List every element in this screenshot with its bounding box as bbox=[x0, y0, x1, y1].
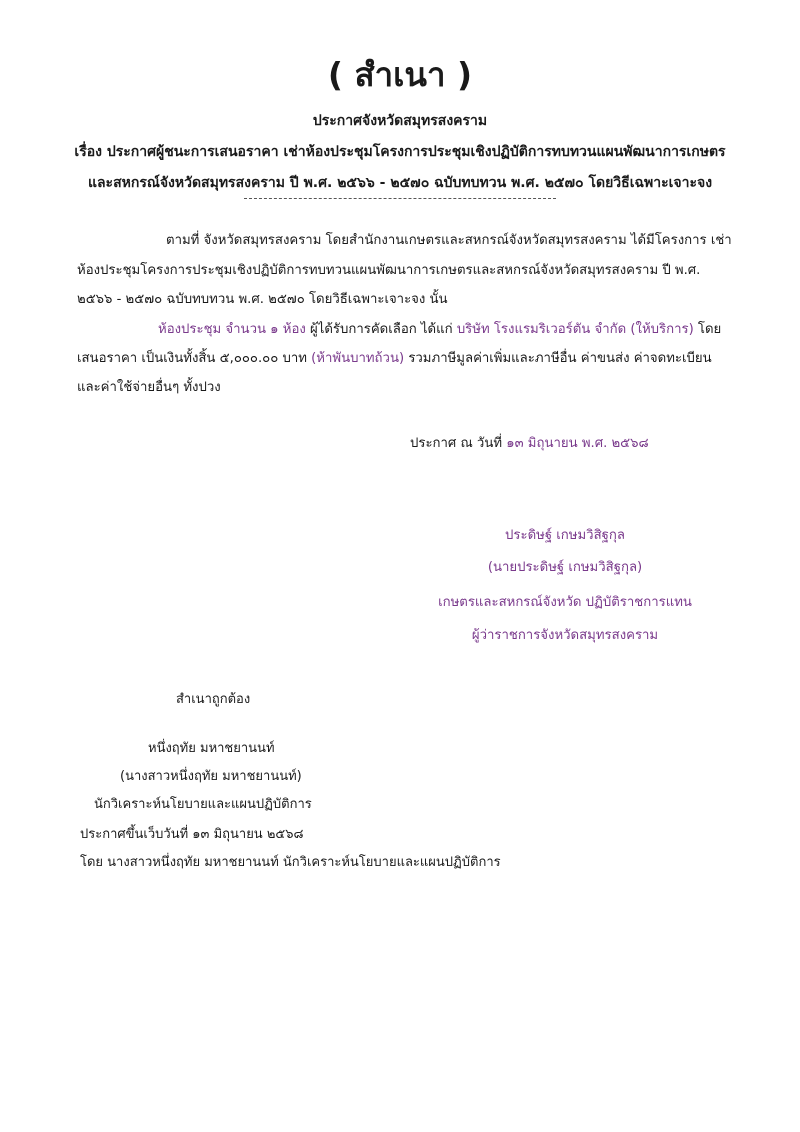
certified-copy-label: สำเนาถูกต้อง bbox=[176, 692, 251, 707]
meeting-room-item: ห้องประชุม จำนวน ๑ ห้อง bbox=[158, 322, 306, 337]
certifier-full-name: (นางสาวหนึ่งฤทัย มหาชยานนท์) bbox=[120, 769, 302, 784]
web-post-date: ประกาศขึ้นเว็บวันที่ ๑๓ มิถุนายน ๒๕๖๘ bbox=[80, 827, 304, 842]
price-suffix: รวมภาษีมูลค่าเพิ่มและภาษีอื่น ค่าขนส่ง ค่าจดทะเบียน bbox=[404, 351, 712, 366]
subject-line-2: และสหกรณ์จังหวัดสมุทรสงคราม ปี พ.ศ. ๒๕๖๖ - ๒๕๗๐ ฉบับทบทวน พ.ศ. ๒๕๗๐ โดยวิธีเฉพาะเจาะจง bbox=[87, 175, 713, 191]
winner-company: บริษัท โรงแรมริเวอร์ตัน จำกัด (ให้บริการ) bbox=[456, 322, 694, 337]
signatory-position-2: ผู้ว่าราชการจังหวัดสมุทรสงคราม bbox=[471, 628, 659, 643]
announcement-date-line bbox=[410, 432, 649, 453]
signatory-full-name: (นายประดิษฐ์ เกษมวิสิฐกุล) bbox=[487, 560, 643, 575]
line1-suffix: โดย bbox=[693, 322, 722, 337]
signatory-position: เกษตรและสหกรณ์จังหวัด ปฏิบัติราชการแทน bbox=[438, 595, 692, 610]
subject-line-1: เรื่อง ประกาศผู้ชนะการเสนอราคา เช่าห้องประชุมโครงการประชุมเชิงปฏิบัติการทบทวนแผนพัฒนาการเกษตร bbox=[74, 144, 726, 160]
paragraph1-line3: ๒๕๖๖ - ๒๕๗๐ ฉบับทบทวน พ.ศ. ๒๕๗๐ โดยวิธีเฉพาะเจาะจง นั้น bbox=[77, 292, 448, 307]
certifier-position: นักวิเคราะห์นโยบายและแผนปฏิบัติการ bbox=[94, 797, 312, 812]
paragraph2-line3: และค่าใช้จ่ายอื่นๆ ทั้งปวง bbox=[77, 380, 221, 395]
paragraph2-line2 bbox=[77, 347, 712, 368]
selected-prefix: ผู้ได้รับการคัดเลือก ได้แก่ bbox=[305, 322, 457, 337]
certifier-name: หนึ่งฤทัย มหาชยานนท์ bbox=[148, 741, 275, 756]
paragraph1-line1: ตามที่ จังหวัดสมุทรสงคราม โดยสำนักงานเกษตรและสหกรณ์จังหวัดสมุทรสงคราม ได้มีโครงการ เช่า bbox=[166, 233, 732, 248]
announce-label: ประกาศ ณ วันที่ bbox=[410, 436, 507, 451]
announce-date: ๑๓ มิถุนายน พ.ศ. ๒๕๖๘ bbox=[506, 436, 649, 451]
price-amount: ๕,๐๐๐.๐๐ bbox=[219, 351, 279, 366]
copy-mark-title: ( สำเนา ) bbox=[327, 55, 473, 94]
price-in-words: (ห้าพันบาทถ้วน) bbox=[311, 351, 405, 366]
paragraph2-line1 bbox=[158, 318, 721, 339]
announcement-heading: ประกาศจังหวัดสมุทรสงคราม bbox=[312, 113, 488, 129]
header-divider bbox=[244, 198, 556, 199]
paragraph1-line2: ห้องประชุมโครงการประชุมเชิงปฏิบัติการทบทวนแผนพัฒนาการเกษตรและสหกรณ์จังหวัดสมุทรสงคราม ปี พ.ศ. bbox=[77, 263, 701, 278]
signatory-name: ประดิษฐ์ เกษมวิสิฐกุล bbox=[505, 528, 625, 543]
price-prefix: เสนอราคา เป็นเงินทั้งสิ้น bbox=[77, 351, 220, 366]
posted-by: โดย นางสาวหนึ่งฤทัย มหาชยานนท์ นักวิเคราะห์นโยบายและแผนปฏิบัติการ bbox=[80, 855, 501, 870]
baht-label: บาท bbox=[278, 351, 312, 366]
